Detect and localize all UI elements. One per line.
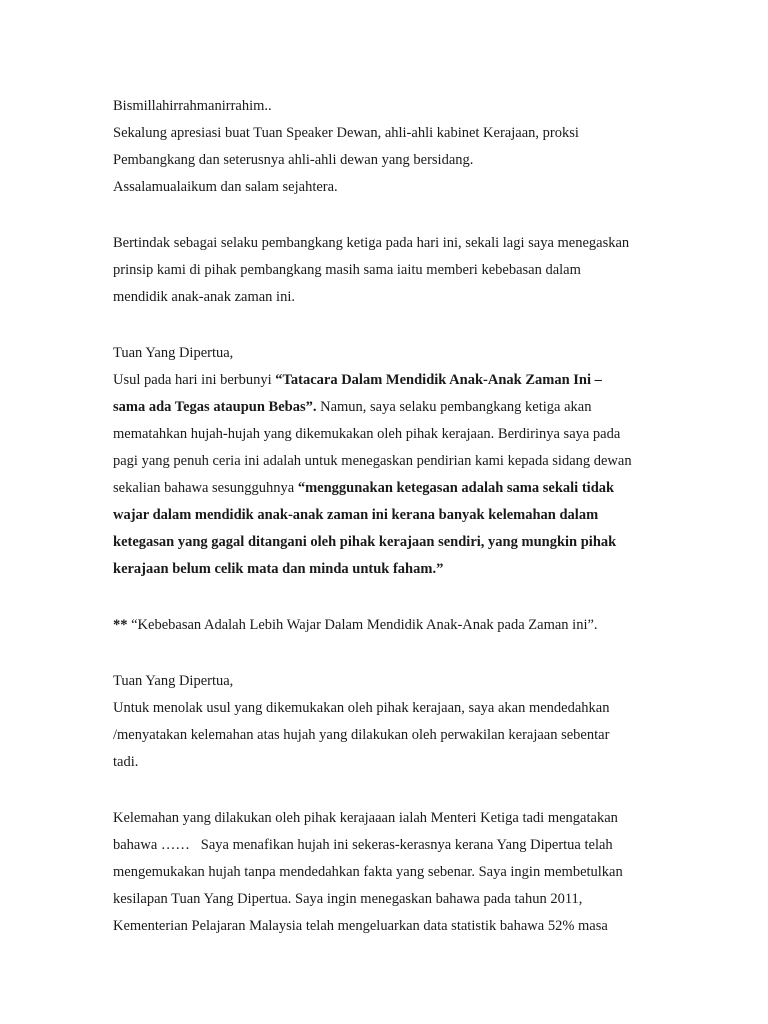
text-line [113,556,653,583]
text-line: Pembangkang dan seterusnya ahli-ahli dewan yang bersidang. [113,152,474,168]
text-line: pagi yang penuh ceria ini adalah untuk menegaskan pendirian kami kepada sidang dewan [113,453,632,469]
text-line: Sekalung apresiasi buat Tuan Speaker Dewan, ahli-ahli kabinet Kerajaan, proksi [113,125,579,141]
motion-paragraph [113,340,653,583]
text-span: Usul pada hari ini berbunyi [113,372,276,388]
bold-span: ** [113,617,128,633]
paragraph-gap [113,639,653,668]
text-line: Assalamualaikum dan salam sejahtera. [113,179,338,195]
text-line: mematahkan hujah-hujah yang dikemukakan oleh pihak kerajaan. Berdirinya saya pada [113,426,621,442]
text-line: Bertindak sebagai selaku pembangkang ketiga pada hari ini, sekali lagi saya menegaskan [113,235,630,251]
text-line [113,502,653,529]
text-line: Kelemahan yang dilakukan oleh pihak kerajaaan ialah Menteri Ketiga tadi mengatakan [113,810,618,826]
bold-span: “menggunakan ketegasan adalah sama sekali tidak [297,480,615,496]
bold-span: ketegasan yang gagal ditangani oleh pihak kerajaan sendiri, yang mungkin pihak [113,534,617,550]
thesis-paragraph [113,612,653,639]
bold-span: kerajaan belum celik mata dan minda untuk faham.” [113,561,444,577]
paragraph-gap [113,311,653,340]
bold-span: “Tatacara Dalam Mendidik Anak-Anak Zaman Ini – [275,372,602,388]
text-span: Namun, saya selaku pembangkang ketiga akan [316,399,592,415]
text-line [113,367,653,394]
opening-paragraph [113,93,653,201]
document-body [113,93,653,940]
text-line: mendidik anak-anak zaman ini. [113,289,295,305]
text-line [113,612,653,639]
text-line: Untuk menolak usul yang dikemukakan oleh pihak kerajaan, saya akan mendedahkan [113,700,610,716]
bold-span: sama ada Tegas ataupun Bebas”. [113,399,317,415]
paragraph-gap [113,776,653,805]
text-line: Bismillahirrahmanirrahim.. [113,98,272,114]
text-span: sekalian bahawa sesungguhnya [113,480,298,496]
bold-span: wajar dalam mendidik anak-anak zaman ini kerana banyak kelemahan dalam [113,507,599,523]
text-line: tadi. [113,754,139,770]
text-line [113,475,653,502]
text-line: /menyatakan kelemahan atas hujah yang dilakukan oleh perwakilan kerajaan sebentar [113,727,610,743]
text-line: mengemukakan hujah tanpa mendedahkan fakta yang sebenar. Saya ingin membetulkan [113,864,623,880]
paragraph-gap [113,201,653,230]
stance-paragraph [113,230,653,311]
salutation: Tuan Yang Dipertua, [113,673,234,689]
salutation: Tuan Yang Dipertua, [113,345,234,361]
rebuttal-paragraph [113,805,653,940]
text-span: “Kebebasan Adalah Lebih Wajar Dalam Mendidik Anak-Anak pada Zaman ini”. [127,617,598,633]
text-line [113,394,653,421]
rebuttal-intro-paragraph [113,668,653,776]
text-line [113,529,653,556]
text-line: bahawa …… Saya menafikan hujah ini sekeras-kerasnya kerana Yang Dipertua telah [113,837,613,853]
text-line: Kementerian Pelajaran Malaysia telah mengeluarkan data statistik bahawa 52% masa [113,918,608,934]
text-line: prinsip kami di pihak pembangkang masih sama iaitu memberi kebebasan dalam [113,262,581,278]
text-line: kesilapan Tuan Yang Dipertua. Saya ingin menegaskan bahawa pada tahun 2011, [113,891,583,907]
paragraph-gap [113,583,653,612]
